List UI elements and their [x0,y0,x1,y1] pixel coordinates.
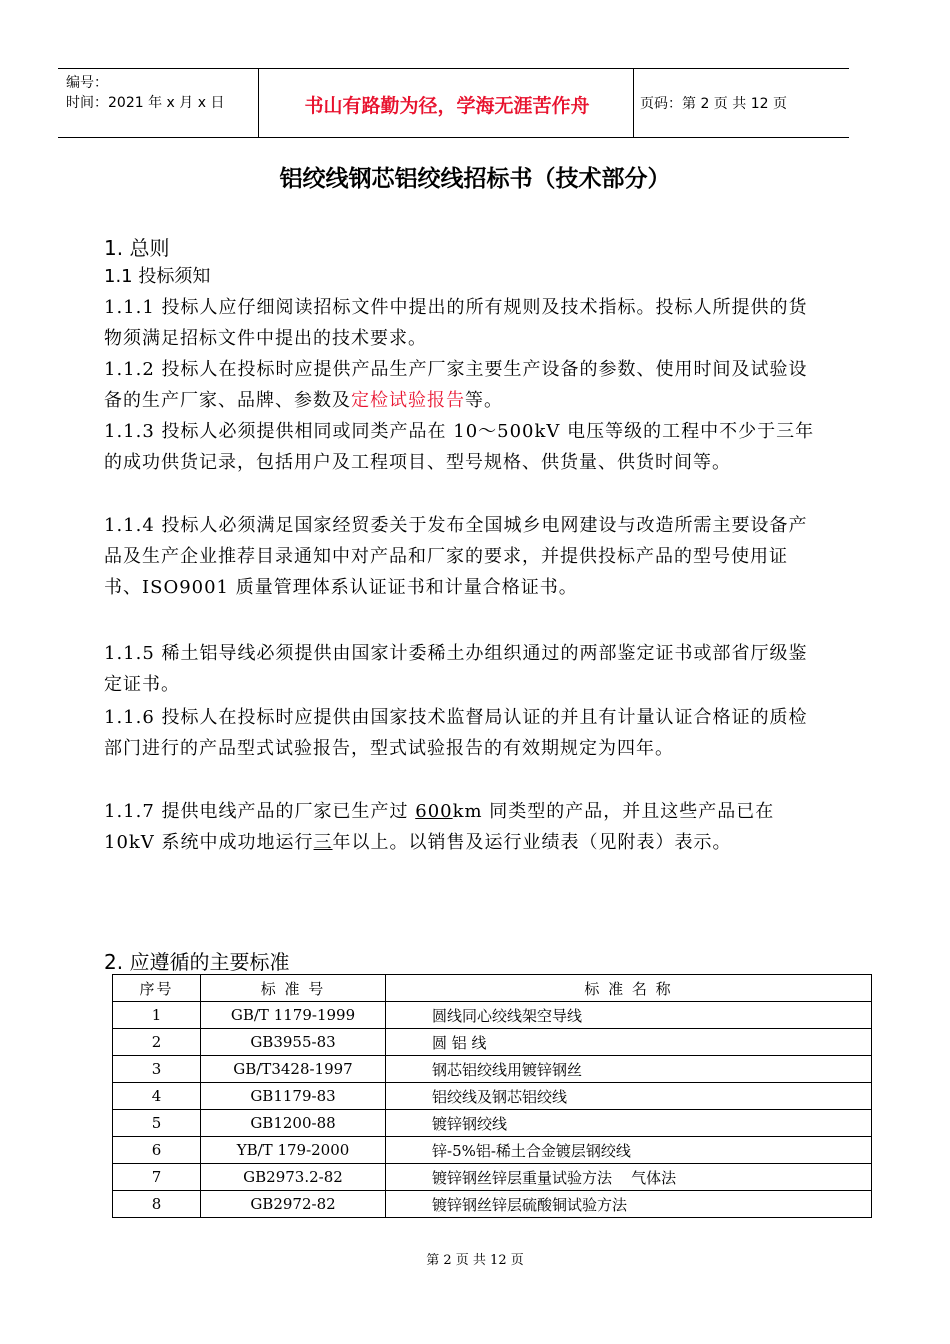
clause-text: 1.1.2 投标人在投标时应提供产品生产厂家主要生产设备的参数、使用时间及试验设备的生产厂家、品牌、参数及 [104,359,808,411]
clause-1-1-7 [104,796,824,858]
table-cell: 圆 铝 线 [386,1029,872,1056]
table-cell: 镀锌钢丝锌层重量试验方法 气体法 [386,1164,872,1191]
table-cell: 7 [113,1164,201,1191]
underlined-value: 三 [313,832,333,853]
table-row [113,1056,872,1083]
header-meta [66,73,224,113]
table-cell: 2 [113,1029,201,1056]
clause-text: km 同类型的产品，并且这些产品已在 10kV 系统中成功地运行 [104,801,775,853]
clause-1-1-6: 1.1.6 投标人在投标时应提供由国家技术监督局认证的并且有计量认证合格证的质检部门进行的产品型式试验报告，型式试验报告的有效期规定为四年。 [104,707,808,759]
table-cell: 铝绞线及钢芯铝绞线 [386,1083,872,1110]
header-table [58,68,849,138]
table-row [113,1137,872,1164]
table-cell: 钢芯铝绞线用镀锌钢丝 [386,1056,872,1083]
header-page-number: 页码：第 2 页 共 12 页 [640,96,787,112]
clause-1-1-2 [104,354,824,416]
table-cell: 锌-5%铝-稀土合金镀层钢绞线 [386,1137,872,1164]
table-header-cell: 标 准 号 [201,975,386,1002]
section2-heading: 2. 应遵循的主要标准 [104,950,290,974]
table-cell: GB2973.2-82 [201,1164,386,1191]
section1-subheading: 1.1 投标须知 [104,266,211,287]
clause-1-1-1: 1.1.1 投标人应仔细阅读招标文件中提出的所有规则及技术指标。投标人所提供的货物须满足招标文件中提出的技术要求。 [104,297,808,349]
table-cell: 6 [113,1137,201,1164]
clause-text: 1.1.7 提供电线产品的厂家已生产过 [104,801,416,822]
page-footer: 第 2 页 共 12 页 [426,1253,524,1268]
table-cell: 圆线同心绞线架空导线 [386,1002,872,1029]
table-row [113,1110,872,1137]
table-cell: GB/T3428-1997 [201,1056,386,1083]
header-divider [258,69,259,137]
table-row [113,1164,872,1191]
section1-heading: 1. 总则 [104,236,170,260]
clause-text: 年以上。以销售及运行业绩表（见附表）表示。 [332,832,732,853]
table-cell: 镀锌钢丝锌层硫酸铜试验方法 [386,1191,872,1218]
header-time: 时间：2021 年 x 月 x 日 [66,95,225,111]
table-header-row [113,975,872,1002]
table-cell: 8 [113,1191,201,1218]
table-cell: 5 [113,1110,201,1137]
table-cell: GB/T 1179-1999 [201,1002,386,1029]
table-cell: 4 [113,1083,201,1110]
table-cell: YB/T 179-2000 [201,1137,386,1164]
clause-1-1-4: 1.1.4 投标人必须满足国家经贸委关于发布全国城乡电网建设与改造所需主要设备产品及生产企业推荐目录通知中对产品和厂家的要求，并提供投标产品的型号使用证书、ISO9001 质量管理体系认证证书和计量合格证书。 [104,515,808,598]
clause-1-1-3: 1.1.3 投标人必须提供相同或同类产品在 10～500kV 电压等级的工程中不少于三年的成功供货记录，包括用户及工程项目、型号规格、供货量、供货时间等。 [104,421,815,473]
underlined-value: 600 [415,801,453,822]
table-cell: 1 [113,1002,201,1029]
standards-table [112,974,872,1218]
table-cell: GB3955-83 [201,1029,386,1056]
table-row [113,1191,872,1218]
document-title: 铝绞线钢芯铝绞线招标书（技术部分） [279,166,671,192]
highlight-red-text: 定检试验报告 [351,390,465,411]
table-cell: GB1179-83 [201,1083,386,1110]
header-number: 编号： [66,75,108,91]
table-row [113,1083,872,1110]
clause-text: 等。 [465,390,503,411]
clause-1-1-5: 1.1.5 稀土铝导线必须提供由国家计委稀土办组织通过的两部鉴定证书或部省厅级鉴定证书。 [104,643,808,695]
table-cell: GB1200-88 [201,1110,386,1137]
header-motto: 书山有路勤为径，学海无涯苦作舟 [304,95,590,117]
table-cell: GB2972-82 [201,1191,386,1218]
table-cell: 镀锌钢绞线 [386,1110,872,1137]
table-row [113,1029,872,1056]
table-header-cell: 序号 [113,975,201,1002]
table-header-cell: 标 准 名 称 [386,975,872,1002]
table-row [113,1002,872,1029]
table-cell: 3 [113,1056,201,1083]
